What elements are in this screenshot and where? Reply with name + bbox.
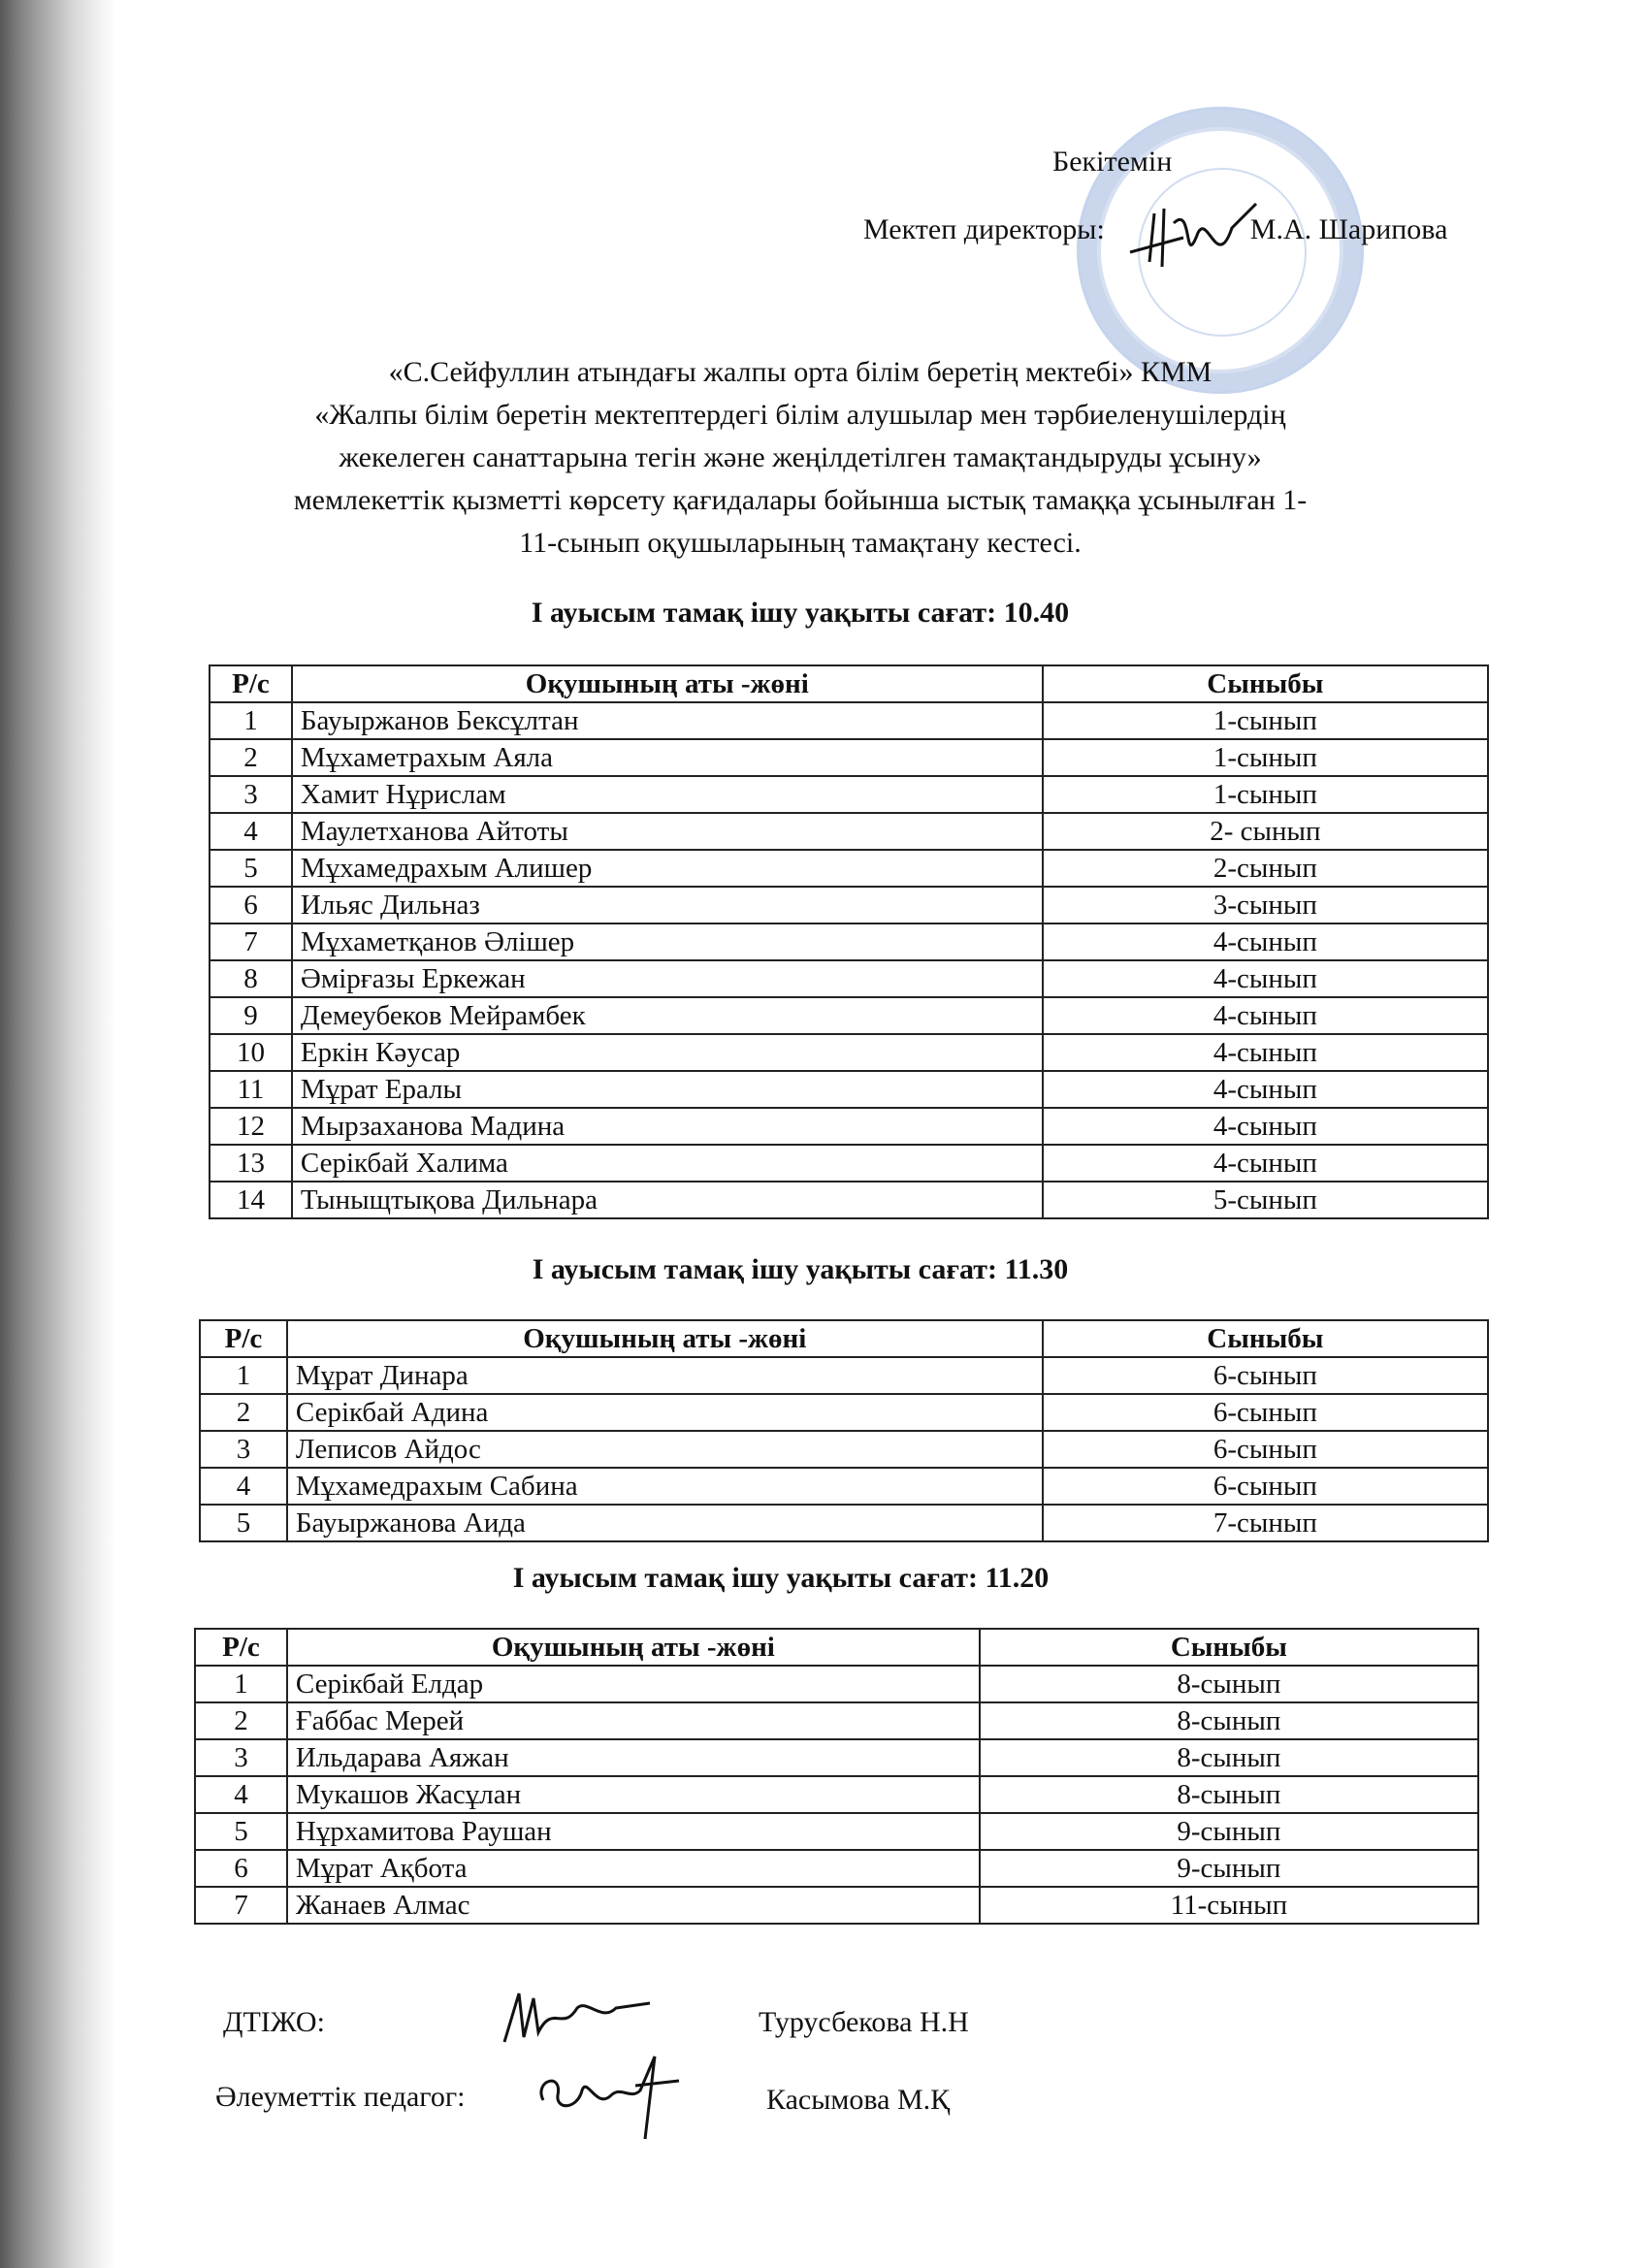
row-num: 12 [210, 1108, 292, 1145]
row-num: 5 [195, 1813, 287, 1850]
row-num: 1 [195, 1666, 287, 1702]
row-name: Нұрхамитова Раушан [287, 1813, 980, 1850]
row-num: 3 [210, 776, 292, 813]
deputy-label: ДТІЖО: [223, 2006, 325, 2038]
table-row [195, 1887, 1478, 1924]
row-num: 4 [200, 1468, 287, 1505]
table-row [210, 1071, 1488, 1108]
row-class: 1-сынып [1043, 739, 1488, 776]
table-row [210, 960, 1488, 997]
document-heading [291, 351, 1310, 565]
table-row [210, 1182, 1488, 1218]
row-name: Мұрат Ералы [292, 1071, 1043, 1108]
row-class: 3-сынып [1043, 887, 1488, 923]
row-class: 8-сынып [980, 1666, 1478, 1702]
row-class: 4-сынып [1043, 960, 1488, 997]
row-name: Әмірғазы Еркежан [292, 960, 1043, 997]
row-name: Демеубеков Мейрамбек [292, 997, 1043, 1034]
row-class: 5-сынып [1043, 1182, 1488, 1218]
row-num: 1 [210, 702, 292, 739]
row-class: 6-сынып [1043, 1431, 1488, 1468]
row-name: Хамит Нұрислам [292, 776, 1043, 813]
col-header-num: Р/с [195, 1629, 287, 1666]
row-num: 11 [210, 1071, 292, 1108]
row-class: 4-сынып [1043, 1145, 1488, 1182]
table-row [210, 813, 1488, 850]
row-class: 1-сынып [1043, 702, 1488, 739]
row-class: 2- сынып [1043, 813, 1488, 850]
row-name: Серікбай Елдар [287, 1666, 980, 1702]
row-class: 6-сынып [1043, 1357, 1488, 1394]
table-row [195, 1813, 1478, 1850]
social-pedagogue-signature [529, 2042, 694, 2149]
row-num: 1 [200, 1357, 287, 1394]
row-class: 8-сынып [980, 1739, 1478, 1776]
row-num: 5 [210, 850, 292, 887]
row-name: Мұрат Ақбота [287, 1850, 980, 1887]
row-num: 6 [210, 887, 292, 923]
row-class: 4-сынып [1043, 1034, 1488, 1071]
table-row [210, 702, 1488, 739]
director-signature [1125, 194, 1261, 281]
approval-title: Бекітемін [1052, 146, 1173, 178]
col-header-name: Оқушының аты -жөні [292, 665, 1043, 702]
row-num: 4 [195, 1776, 287, 1813]
shift-3-title: І ауысым тамақ ішу уақыты сағат: 11.20 [512, 1562, 1050, 1594]
row-num: 2 [210, 739, 292, 776]
shift-1-table [209, 664, 1489, 1219]
row-name: Бауыржанов Бексұлтан [292, 702, 1043, 739]
deputy-name: Турусбекова Н.Н [759, 2006, 969, 2038]
row-class: 8-сынып [980, 1702, 1478, 1739]
row-class: 4-сынып [1043, 1108, 1488, 1145]
table-row [210, 923, 1488, 960]
table-row [200, 1394, 1488, 1431]
table-row [200, 1431, 1488, 1468]
table-header-row [200, 1320, 1488, 1357]
row-num: 7 [195, 1887, 287, 1924]
row-name: Маулетханова Айтоты [292, 813, 1043, 850]
table-row [210, 850, 1488, 887]
row-name: Бауыржанова Аида [287, 1505, 1043, 1541]
row-name: Мұхамедрахым Сабина [287, 1468, 1043, 1505]
table-row [210, 1145, 1488, 1182]
shift-1-title: І ауысым тамақ ішу уақыты сағат: 10.40 [531, 597, 1070, 629]
col-header-class: Сыныбы [980, 1629, 1478, 1666]
row-class: 6-сынып [1043, 1394, 1488, 1431]
row-num: 10 [210, 1034, 292, 1071]
table-row [210, 997, 1488, 1034]
row-class: 8-сынып [980, 1776, 1478, 1813]
row-name: Серікбай Халима [292, 1145, 1043, 1182]
table-row [195, 1850, 1478, 1887]
row-name: Мұрат Динара [287, 1357, 1043, 1394]
col-header-name: Оқушының аты -жөні [287, 1320, 1043, 1357]
director-name: М.А. Шарипова [1249, 213, 1448, 245]
table-row [210, 1034, 1488, 1071]
row-name: Еркін Кәусар [292, 1034, 1043, 1071]
row-class: 4-сынып [1043, 997, 1488, 1034]
row-num: 9 [210, 997, 292, 1034]
row-num: 4 [210, 813, 292, 850]
row-name: Ильдарава Аяжан [287, 1739, 980, 1776]
director-label: Мектеп директоры: [863, 213, 1105, 245]
table-row [195, 1776, 1478, 1813]
row-name: Мукашов Жасұлан [287, 1776, 980, 1813]
row-num: 13 [210, 1145, 292, 1182]
table-row [195, 1666, 1478, 1702]
row-num: 14 [210, 1182, 292, 1218]
heading-line-2: «Жалпы білім беретін мектептердегі білім алушылар мен тәрбиеленушілердің [314, 399, 1286, 431]
row-class: 6-сынып [1043, 1468, 1488, 1505]
heading-line-1: «С.Сейфуллин атындағы жалпы орта білім беретің мектебі» КММ [388, 356, 1212, 388]
row-class: 2-сынып [1043, 850, 1488, 887]
table-row [210, 887, 1488, 923]
shift-2-title: І ауысым тамақ ішу уақыты сағат: 11.30 [532, 1253, 1069, 1285]
table-row [200, 1357, 1488, 1394]
row-num: 2 [195, 1702, 287, 1739]
table-row [210, 1108, 1488, 1145]
shift-2-table [199, 1319, 1489, 1542]
shift-3-table [194, 1628, 1479, 1925]
row-name: Мұхаметрахым Аяла [292, 739, 1043, 776]
row-name: Серікбай Адина [287, 1394, 1043, 1431]
row-num: 7 [210, 923, 292, 960]
row-name: Мырзаханова Мадина [292, 1108, 1043, 1145]
heading-line-5: 11-сынып оқушыларының тамақтану кестесі. [519, 527, 1082, 559]
row-name: Мұхаметқанов Әлішер [292, 923, 1043, 960]
row-class: 1-сынып [1043, 776, 1488, 813]
row-class: 9-сынып [980, 1850, 1478, 1887]
row-name: Тыныщтықова Дильнара [292, 1182, 1043, 1218]
table-row [210, 739, 1488, 776]
table-row [210, 776, 1488, 813]
col-header-num: Р/с [200, 1320, 287, 1357]
row-class: 4-сынып [1043, 1071, 1488, 1108]
row-name: Мұхамедрахым Алишер [292, 850, 1043, 887]
table-header-row [195, 1629, 1478, 1666]
row-num: 6 [195, 1850, 287, 1887]
row-name: Жанаев Алмас [287, 1887, 980, 1924]
col-header-class: Сыныбы [1043, 1320, 1488, 1357]
table-header-row [210, 665, 1488, 702]
row-num: 3 [200, 1431, 287, 1468]
row-class: 9-сынып [980, 1813, 1478, 1850]
col-header-class: Сыныбы [1043, 665, 1488, 702]
row-class: 4-сынып [1043, 923, 1488, 960]
row-name: Ғаббас Мерей [287, 1702, 980, 1739]
social-pedagogue-label: Әлеуметтік педагог: [215, 2081, 466, 2113]
heading-line-4: мемлекеттік қызметті көрсету қағидалары бойынша ыстық тамаққа ұсынылған 1- [293, 484, 1308, 516]
table-row [200, 1505, 1488, 1541]
table-row [195, 1702, 1478, 1739]
row-num: 2 [200, 1394, 287, 1431]
table-row [200, 1468, 1488, 1505]
table-row [195, 1739, 1478, 1776]
col-header-name: Оқушының аты -жөні [287, 1629, 980, 1666]
row-num: 5 [200, 1505, 287, 1541]
row-class: 7-сынып [1043, 1505, 1488, 1541]
heading-line-3: жекелеген санаттарына тегін және жеңілдетілген тамақтандыруды ұсыну» [339, 441, 1262, 473]
scan-edge-shadow [0, 0, 116, 2268]
row-num: 8 [210, 960, 292, 997]
col-header-num: Р/с [210, 665, 292, 702]
row-name: Леписов Айдос [287, 1431, 1043, 1468]
row-num: 3 [195, 1739, 287, 1776]
row-class: 11-сынып [980, 1887, 1478, 1924]
row-name: Ильяс Дильназ [292, 887, 1043, 923]
social-pedagogue-name: Касымова М.Қ [766, 2084, 951, 2116]
